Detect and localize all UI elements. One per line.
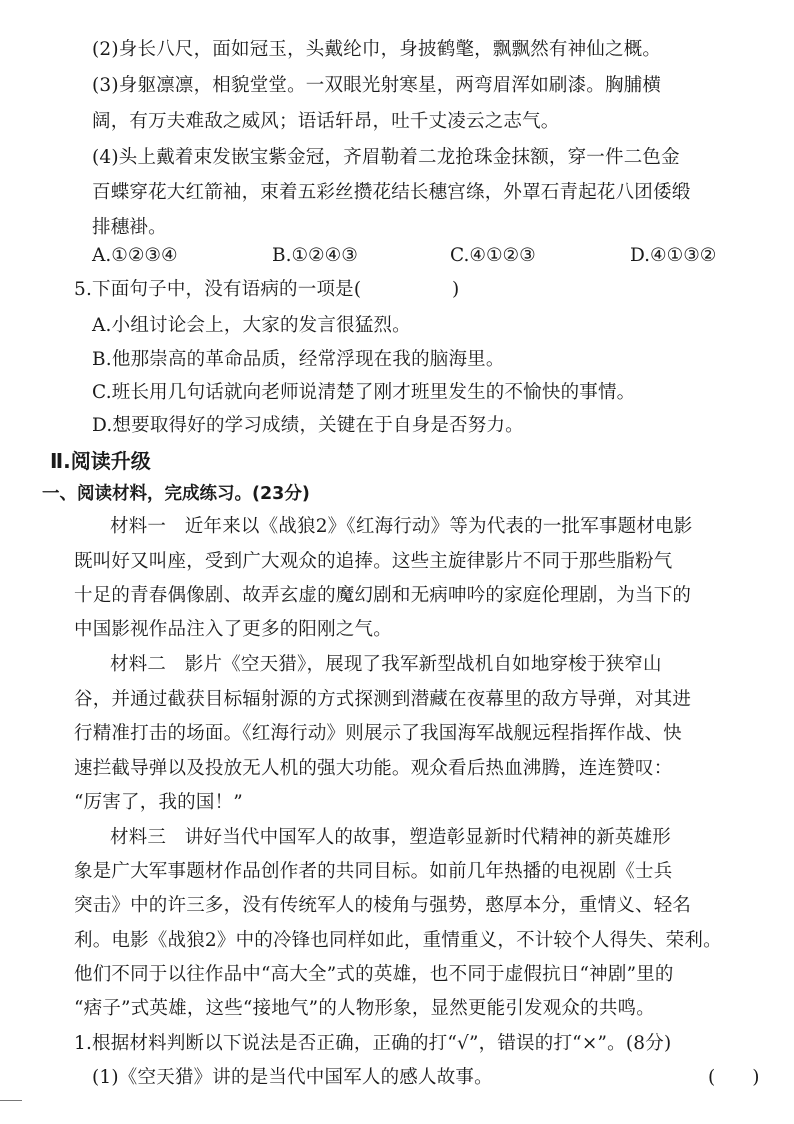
q4-item-3-line-1: (3)身躯凛凛，相貌堂堂。一双眼光射寒星，两弯眉浑如刷漆。胸脯横 [92, 75, 662, 96]
material-1-line-4: 中国影视作品注入了更多的阳刚之气。 [74, 619, 392, 640]
material-3-line-2: 象是广大军事题材作品创作者的共同目标。如前几年热播的电视剧《士兵 [74, 861, 673, 882]
margin-dash [0, 1100, 22, 1101]
q4-item-2: (2)身长八尺，面如冠玉，头戴纶巾，身披鹤氅，飘飘然有神仙之概。 [92, 39, 662, 60]
q5-stem: 5.下面句子中，没有语病的一项是( [74, 279, 362, 300]
material-2-line-5: “厉害了，我的国！” [74, 792, 243, 813]
material-3-line-3: 突击》中的许三多，没有传统军人的棱角与强势，憨厚本分，重情义、轻名 [74, 895, 692, 916]
q5-answer-close: ) [452, 279, 460, 300]
q1-item-1: (1)《空天猎》讲的是当代中国军人的感人故事。 [92, 1067, 493, 1088]
material-2-line-1: 材料二 影片《空天猎》，展现了我军新型战机自如地穿梭于狭窄山 [110, 654, 662, 675]
q4-option-d: D.④①③② [630, 245, 717, 266]
section-title: Ⅱ.阅读升级 [50, 449, 151, 473]
material-3-line-6: “痞子”式英雄，这些“接地气”的人物形象，显然更能引发观众的共鸣。 [74, 998, 655, 1019]
q5-option-b: B.他那崇高的革命品质，经常浮现在我的脑海里。 [92, 349, 505, 370]
q5-option-a: A.小组讨论会上，大家的发言很猛烈。 [92, 315, 411, 336]
q4-option-c: C.④①②③ [450, 245, 536, 266]
q4-option-a: A.①②③④ [92, 245, 178, 266]
q5-option-c: C.班长用几句话就向老师说清楚了刚才班里发生的不愉快的事情。 [92, 382, 636, 403]
material-3-line-1: 材料三 讲好当代中国军人的故事，塑造彰显新时代精神的新英雄形 [110, 827, 672, 848]
q4-item-3-line-2: 阔，有万夫难敌之威风；语话轩昂，吐千丈凌云之志气。 [92, 111, 560, 132]
material-2-line-4: 速拦截导弹以及投放无人机的强大功能。观众看后热血沸腾，连连赞叹： [74, 758, 673, 779]
q5-option-d: D.想要取得好的学习成绩，关键在于自身是否努力。 [92, 415, 524, 436]
material-1-line-1: 材料一 近年来以《战狼2》《红海行动》等为代表的一批军事题材电影 [110, 516, 693, 537]
material-3-line-5: 他们不同于以往作品中“高大全”式的英雄，也不同于虚假抗日“神剧”里的 [74, 964, 674, 985]
q4-option-b: B.①②④③ [272, 245, 358, 266]
q4-item-4-line-2: 百蝶穿花大红箭袖，束着五彩丝攒花结长穗宫绦，外罩石青起花八团倭缎 [92, 182, 691, 203]
q4-item-4-line-1: (4)头上戴着束发嵌宝紫金冠，齐眉勒着二龙抢珠金抹额，穿一件二色金 [92, 147, 680, 168]
material-2-line-3: 行精准打击的场面。《红海行动》则展示了我国海军战舰远程指挥作战、快 [74, 723, 682, 744]
material-1-line-3: 十足的青春偶像剧、故弄玄虚的魔幻剧和无病呻吟的家庭伦理剧，为当下的 [74, 585, 692, 606]
material-1-line-2: 既叫好又叫座，受到广大观众的追捧。这些主旋律影片不同于那些脂粉气 [74, 551, 673, 572]
q4-item-4-line-3: 排穗褂。 [92, 217, 167, 238]
material-3-line-4: 利。电影《战狼2》中的冷锋也同样如此，重情重义，不计较个人得失、荣利。 [74, 930, 722, 951]
q1-item-1-answer-blank[interactable]: ( ) [708, 1067, 760, 1088]
material-2-line-2: 谷，并通过截获目标辐射源的方式探测到潜藏在夜幕里的敌方导弹，对其进 [74, 689, 692, 710]
task-title: 一、阅读材料，完成练习。(23分) [42, 484, 310, 504]
q1-stem: 1.根据材料判断以下说法是否正确，正确的打“√”，错误的打“×”。(8分) [74, 1033, 672, 1054]
